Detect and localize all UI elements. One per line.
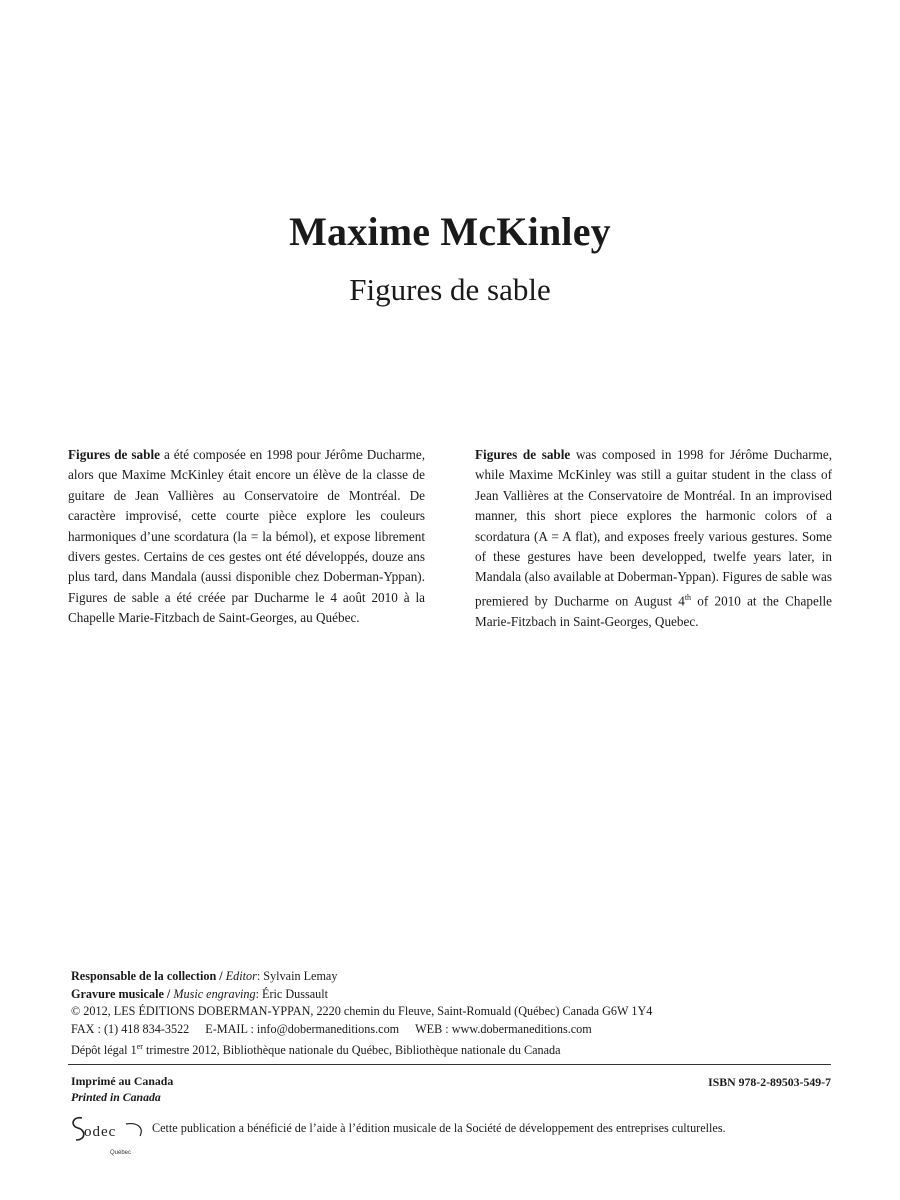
copyright-line: © 2012, LES ÉDITIONS DOBERMAN-YPPAN, 2220 chemin du Fleuve, Saint-Romuald (Québec) Canada G6W 1Y4 — [71, 1004, 653, 1018]
note-text-en-sup: th — [684, 592, 692, 602]
sodec-logo — [68, 1112, 148, 1158]
sodec-acknowledgement: Cette publication a bénéficié de l’aide à l’édition musicale de la Société de développement des entreprises culturelles. — [152, 1121, 726, 1135]
engraving-label-en: Music engraving — [173, 986, 256, 1001]
legal-sup: er — [136, 1042, 143, 1051]
engraving-slash: / — [163, 986, 174, 1001]
editor-value: : Sylvain Lemay — [256, 969, 338, 983]
footer-divider — [68, 1064, 831, 1065]
note-text-en-part1: was composed in 1998 for Jérôme Ducharme, while Maxime McKinley was still a guitar student in the class of Jean Vallières at the Conservatoire de Montréal. In an improvised manner, this short piece explores the harmonic colors of a scordatura (A = A flat), and exposes freely various gestures. Some of these gestures have been developped, twelfe years later, in Mandala (also available at Doberman-Yppan). Figures de sable was premiered by Ducharme on August 4 — [475, 447, 832, 609]
note-title-en: Figures de sable — [475, 447, 571, 462]
work-title: Figures de sable — [349, 272, 551, 307]
email: E-MAIL : info@dobermaneditions.com — [205, 1021, 400, 1036]
engraving-value: : Éric Dussault — [255, 986, 329, 1001]
engraving-label-fr: Gravure musicale — [71, 986, 164, 1001]
svg-text:Québec: Québec — [110, 1150, 132, 1156]
legal-part1: Dépôt légal 1 — [71, 1043, 137, 1058]
svg-text:odec: odec — [84, 1124, 117, 1140]
program-note-english — [475, 445, 832, 632]
legal-deposit-line — [71, 1038, 831, 1060]
note-text-fr: a été composée en 1998 pour Jérôme Ducharme, alors que Maxime McKinley était encore un élève de la classe de guitare de Jean Vallières au Conservatoire de Montréal. De caractère improvisé, cette courte pièce explore les couleurs harmoniques d’une scordatura (la = la bémol), et expose librement divers gestes. Certains de ces gestes ont été développés, douze ans plus tard, dans Mandala (aussi disponible chez Doberman-Yppan). Figures de sable a été créée par Ducharme le 4 août 2010 à la Chapelle Marie-Fitzbach de Saint-Georges, au Québec. — [68, 447, 426, 626]
printed-en: Printed in Canada — [71, 1090, 161, 1104]
program-note-french — [68, 445, 425, 629]
engraving-line — [71, 986, 831, 1004]
author-name: Maxime McKinley — [289, 209, 611, 254]
editor-slash: / — [216, 969, 226, 983]
editor-line — [71, 968, 831, 986]
fax: FAX : (1) 418 834-3522 — [71, 1021, 190, 1036]
printed-in — [71, 1073, 173, 1105]
editor-label-en: Editor — [225, 969, 257, 983]
note-title-fr: Figures de sable — [68, 447, 160, 462]
web: WEB : www.dobermaneditions.com — [415, 1021, 592, 1036]
legal-part2: trimestre 2012, Bibliothèque nationale du Québec, Bibliothèque nationale du Canada — [142, 1043, 561, 1058]
credits-block — [71, 968, 831, 1060]
contact-line — [71, 1021, 831, 1039]
editor-label-fr: Responsable de la collection — [71, 969, 217, 983]
printed-fr: Imprimé au Canada — [71, 1074, 174, 1088]
isbn: ISBN 978-2-89503-549-7 — [708, 1075, 831, 1089]
note-text-en-part2: of 2010 at the Chapelle Marie-Fitzbach in Saint-Georges, Quebec. — [475, 593, 832, 629]
